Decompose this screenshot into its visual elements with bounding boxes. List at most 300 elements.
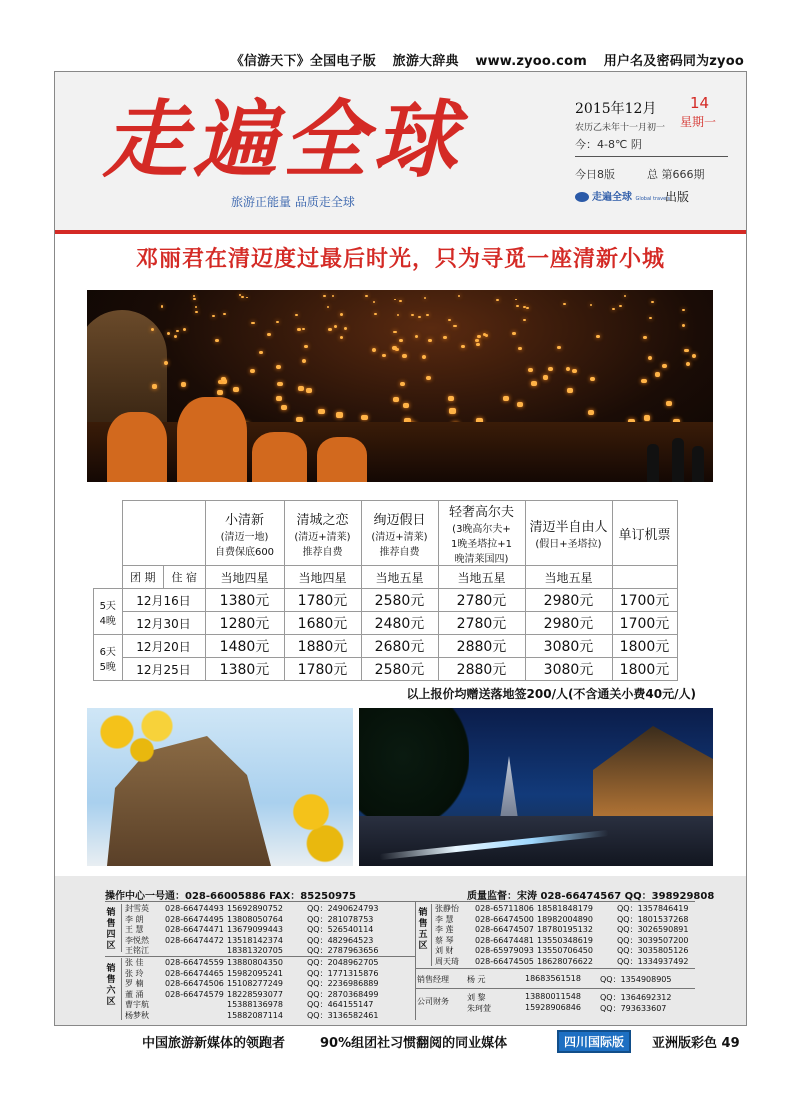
masthead <box>55 72 746 230</box>
headline: 邓丽君在清迈度过最后时光，只为寻觅一座清新小城 <box>135 246 665 272</box>
contact-row <box>125 969 387 980</box>
finance-phone: 15928906846 <box>525 1003 581 1012</box>
lantern <box>223 313 226 315</box>
lantern <box>448 319 451 321</box>
lantern <box>276 321 279 324</box>
duration-label: 5天 4晚 <box>94 589 123 635</box>
masthead-logo: 走遍全球 <box>103 90 464 189</box>
lantern <box>306 388 312 393</box>
lantern <box>295 314 298 316</box>
lantern <box>418 316 421 318</box>
ops-contact: 操作中心一号通：028-66005886 FAX：85250975 <box>105 891 356 902</box>
quality-contact: 质量监督：宋涛 028-66474567 QQ：398929808 <box>467 891 715 902</box>
duration-label: 6天 5晚 <box>94 635 123 681</box>
lantern <box>448 396 454 401</box>
masthead-slogan: 旅游正能量 品质走全球 <box>231 195 355 209</box>
contact-row <box>435 936 697 947</box>
lantern <box>397 314 400 316</box>
zone5-label: 销售五区 <box>418 908 428 951</box>
contact-row <box>435 946 697 957</box>
contact-mobile: 13808050764 <box>227 914 283 924</box>
lantern <box>424 297 426 299</box>
lantern <box>516 305 519 307</box>
lantern <box>212 315 215 317</box>
temple-photo <box>87 708 353 866</box>
lantern <box>336 412 343 417</box>
person-figure <box>692 446 704 482</box>
lantern <box>426 314 429 316</box>
contact-row <box>435 915 697 926</box>
lantern <box>515 299 517 301</box>
contact-name: 王 慧 <box>125 925 144 934</box>
contact-row <box>435 904 697 915</box>
date-divider <box>575 156 728 157</box>
hotel-cell: 当地五星 <box>438 566 525 589</box>
price-cell: 3080元 <box>525 635 612 658</box>
date-cell: 12月25日 <box>122 658 205 681</box>
page-number: 亚洲版彩色 49 <box>652 1036 740 1051</box>
contact-tel: 028-65711806 <box>475 904 534 913</box>
price-cell: 2880元 <box>438 658 525 681</box>
lantern <box>340 313 343 315</box>
lantern <box>692 354 696 358</box>
lantern <box>682 324 685 327</box>
contact-section <box>55 876 746 1025</box>
lantern <box>233 387 239 392</box>
lantern <box>382 354 386 358</box>
lantern <box>477 335 481 338</box>
price-cell: 1700元 <box>612 612 677 635</box>
table-row <box>94 566 678 589</box>
top-banner <box>0 50 800 69</box>
contact-name: 蔡 琴 <box>435 935 454 945</box>
contact-tel: 028-66474472 <box>165 935 224 945</box>
lantern <box>503 396 509 401</box>
price-cell: 2980元 <box>525 589 612 612</box>
contact-tel: 028-66474481 <box>475 935 534 945</box>
contact-mobile: 18780195132 <box>537 925 593 934</box>
lantern <box>543 375 548 379</box>
contact-mobile: 15882087114 <box>227 1010 283 1020</box>
contact-mobile: 15108277249 <box>227 979 283 988</box>
lantern <box>399 339 403 342</box>
publisher-logo <box>575 188 670 203</box>
lantern <box>297 328 300 331</box>
lantern <box>361 415 368 420</box>
contact-tel: 028-65979093 <box>475 946 534 955</box>
finance-name: 刘 黎 <box>467 993 486 1002</box>
lantern <box>174 335 178 338</box>
contact-row <box>125 946 387 957</box>
contact-name: 王铭江 <box>125 946 149 955</box>
banner-title: 《信游天下》全国电子版 <box>230 54 376 69</box>
contact-mobile: 15982095241 <box>227 968 283 978</box>
hotel-cell: 当地五星 <box>361 566 438 589</box>
manager-label: 销售经理 <box>417 975 449 984</box>
contact-qq: QQ：482964523 <box>307 935 374 945</box>
lantern <box>344 327 347 330</box>
lantern <box>526 307 529 309</box>
manager-name: 杨 元 <box>467 975 486 984</box>
hotel-cell: 当地四星 <box>284 566 361 589</box>
contact-name: 曹宇航 <box>125 1000 149 1009</box>
contact-qq: QQ：3035805126 <box>617 946 689 955</box>
contact-name: 张 玲 <box>125 968 144 978</box>
price-cell: 2880元 <box>438 635 525 658</box>
price-cell: 1700元 <box>612 589 677 612</box>
lantern <box>164 361 169 365</box>
lantern <box>334 325 337 328</box>
edition-badge: 四川国际版 <box>557 1030 631 1053</box>
lantern <box>318 409 325 414</box>
route-header: 单订机票 <box>612 501 677 566</box>
lantern <box>415 335 419 338</box>
lantern <box>684 349 688 352</box>
divider <box>415 968 695 969</box>
contact-qq: QQ：1357846419 <box>617 904 689 913</box>
contact-qq: QQ：2236986889 <box>307 979 379 988</box>
lunar-date: 农历乙未年十一月初一 <box>575 123 666 133</box>
banner-url[interactable]: www.zyoo.com <box>475 54 587 69</box>
flowers-shape <box>283 776 353 866</box>
lantern <box>195 311 198 313</box>
lantern <box>572 369 577 373</box>
issue-total: 总 第666期 <box>647 168 705 181</box>
table-row <box>94 635 678 658</box>
lantern <box>588 410 595 415</box>
masthead-divider <box>55 230 746 234</box>
night-street-photo <box>359 708 713 866</box>
table-header-row <box>94 501 678 566</box>
finance-qq: QQ：793633607 <box>600 1004 667 1013</box>
zone6-label: 销售六区 <box>106 964 116 1007</box>
lantern <box>496 299 498 301</box>
lantern <box>400 382 406 386</box>
contact-qq: QQ：3039507200 <box>617 935 689 945</box>
person-figure <box>672 438 684 482</box>
hotel-header: 住 宿 <box>164 566 206 589</box>
flowers-shape <box>87 708 187 768</box>
contact-row <box>125 958 387 969</box>
contact-tel: 028-66474493 <box>165 904 224 913</box>
lantern <box>651 301 653 303</box>
price-cell: 2780元 <box>438 589 525 612</box>
lantern <box>246 297 248 299</box>
manager-phone: 18683561518 <box>525 974 581 983</box>
contact-name: 张静怡 <box>435 904 459 913</box>
contact-tel: 028-66474506 <box>165 979 224 988</box>
lantern <box>393 397 399 402</box>
lantern <box>327 306 330 308</box>
price-cell: 1480元 <box>205 635 284 658</box>
contact-qq: QQ：526540114 <box>307 925 374 934</box>
divider <box>415 988 695 989</box>
contact-tel: 028-66474500 <box>475 914 534 924</box>
lantern <box>251 322 254 325</box>
lantern <box>267 333 271 336</box>
lantern <box>167 332 171 335</box>
contact-mobile: 13518142374 <box>227 935 283 945</box>
lantern <box>393 331 397 334</box>
date-cell: 12月30日 <box>122 612 205 635</box>
contact-mobile: 15692890752 <box>227 904 283 913</box>
zone4-label: 销售四区 <box>106 908 116 951</box>
lantern <box>596 335 600 338</box>
contact-row <box>125 1000 387 1011</box>
divider <box>121 958 122 1020</box>
table-row <box>94 658 678 681</box>
lantern <box>476 343 480 346</box>
lantern <box>666 401 672 406</box>
lantern <box>590 304 593 306</box>
lantern <box>277 382 283 386</box>
contact-row <box>125 915 387 926</box>
tree-shape <box>359 708 469 828</box>
price-cell: 1780元 <box>284 658 361 681</box>
edition-count: 今日8版 <box>575 168 615 181</box>
contact-name: 刘 财 <box>435 946 454 955</box>
lantern <box>662 364 667 368</box>
finance-qq: QQ：1364692312 <box>600 993 672 1002</box>
lantern <box>624 295 626 297</box>
contact-qq: QQ：3136582461 <box>307 1010 379 1020</box>
monk-figure <box>107 412 167 482</box>
lantern-photo <box>87 290 713 482</box>
contact-qq: QQ：281078753 <box>307 914 374 924</box>
date-cell: 12月16日 <box>122 589 205 612</box>
lantern <box>152 384 158 389</box>
lantern <box>655 372 660 376</box>
lantern <box>619 305 622 307</box>
contact-mobile: 13880804350 <box>227 958 283 967</box>
page-footer <box>0 1028 800 1050</box>
lantern <box>181 382 187 386</box>
monk-figure <box>317 437 367 482</box>
price-cell: 2480元 <box>361 612 438 635</box>
lantern <box>392 346 396 349</box>
lantern <box>548 367 553 371</box>
lantern <box>475 339 479 342</box>
contact-row <box>435 957 697 968</box>
contact-qq: QQ：1771315876 <box>307 968 379 978</box>
divider <box>105 901 695 902</box>
lantern <box>428 339 432 342</box>
zone5-list <box>435 904 697 967</box>
newspaper-page <box>54 71 747 1026</box>
contact-qq: QQ：464155147 <box>307 1000 374 1009</box>
lantern <box>641 379 646 383</box>
lantern <box>483 333 487 336</box>
contact-name: 杨梦秋 <box>125 1010 149 1020</box>
lantern <box>648 356 653 360</box>
divider <box>121 904 122 952</box>
lantern <box>195 306 198 308</box>
contact-qq: QQ：2048962705 <box>307 958 379 967</box>
route-header: 清迈半自由人 (假日+圣塔拉) <box>525 501 612 566</box>
lantern <box>461 345 465 348</box>
finance-name: 朱珂萱 <box>467 1004 491 1013</box>
manager-qq: QQ：1354908905 <box>600 975 672 984</box>
lantern <box>373 301 375 303</box>
lantern <box>281 405 287 410</box>
price-cell: 1380元 <box>205 658 284 681</box>
price-table <box>93 500 678 681</box>
lantern <box>649 317 652 319</box>
contact-qq: QQ：2490624793 <box>307 904 379 913</box>
contact-row <box>125 904 387 915</box>
zone6-list <box>125 958 387 1021</box>
lantern <box>686 362 691 366</box>
lantern <box>422 355 427 359</box>
date-cell: 12月20日 <box>122 635 205 658</box>
contact-tel: 028-66474471 <box>165 925 224 934</box>
contact-qq: QQ：3026590891 <box>617 925 689 934</box>
lantern <box>563 303 566 305</box>
lantern <box>590 377 595 381</box>
contact-name: 李 慧 <box>435 914 454 924</box>
group-date-header: 团 期 <box>122 566 164 589</box>
contact-qq: QQ：2870368499 <box>307 989 379 999</box>
contact-tel: 028-66474505 <box>475 956 534 966</box>
lantern <box>399 300 401 302</box>
contact-row <box>125 979 387 990</box>
route-header: 轻奢高尔夫 (3晚高尔夫+ 1晚圣塔拉+1 晚清莱国四) <box>438 501 525 566</box>
contact-name: 封雪英 <box>125 904 149 913</box>
lantern <box>453 325 456 328</box>
lantern <box>215 339 219 342</box>
lantern <box>241 296 243 298</box>
price-cell: 1800元 <box>612 635 677 658</box>
lantern <box>365 295 367 297</box>
lantern <box>394 299 396 301</box>
lantern <box>302 359 307 363</box>
lantern <box>332 295 334 297</box>
lantern <box>523 319 526 321</box>
globe-icon <box>575 192 589 202</box>
contact-mobile: 15388136978 <box>227 1000 283 1009</box>
contact-mobile: 13550706450 <box>537 946 593 955</box>
lantern <box>250 369 255 373</box>
contact-name: 张 佳 <box>125 958 144 967</box>
lantern <box>644 415 651 420</box>
lantern <box>259 351 263 354</box>
publisher-logo-sub: Global travels <box>635 196 671 202</box>
price-cell: 1880元 <box>284 635 361 658</box>
lantern <box>402 354 406 358</box>
footer-slogan: 中国旅游新媒体的领跑者 <box>142 1036 286 1051</box>
table-row <box>94 589 678 612</box>
monk-figure <box>252 432 307 482</box>
divider <box>415 902 416 1020</box>
lantern <box>512 332 516 335</box>
contact-mobile: 13550348619 <box>537 935 593 945</box>
lantern <box>458 295 460 297</box>
lantern <box>328 328 331 331</box>
lantern <box>682 309 685 311</box>
contact-row <box>125 1011 387 1022</box>
lantern <box>193 295 195 297</box>
banner-dictionary: 旅游大辞典 <box>392 54 459 69</box>
lantern <box>517 402 523 407</box>
lantern <box>612 308 615 310</box>
lantern <box>426 376 431 380</box>
price-cell: 1380元 <box>205 589 284 612</box>
contact-name: 董 涌 <box>125 989 144 999</box>
route-header: 清城之恋 (清迈+清莱) 推荐自费 <box>284 501 361 566</box>
contact-qq: QQ：1334937492 <box>617 956 689 966</box>
lantern <box>217 390 223 395</box>
lantern <box>302 328 305 331</box>
lantern <box>643 336 647 339</box>
contact-tel: 028-66474495 <box>165 914 224 924</box>
monk-figure <box>177 397 247 482</box>
price-cell: 1800元 <box>612 658 677 681</box>
lantern <box>276 365 281 369</box>
contact-tel: 028-66474465 <box>165 968 224 978</box>
lantern <box>528 368 533 372</box>
table-row <box>94 612 678 635</box>
lantern <box>449 408 456 413</box>
contact-tel: 028-66474507 <box>475 925 534 934</box>
divider <box>105 956 415 957</box>
contact-name: 李 莲 <box>435 925 454 934</box>
banner-login: 用户名及密码同为zyoo <box>603 54 744 69</box>
contact-mobile: 18381320705 <box>227 946 283 955</box>
price-cell: 1780元 <box>284 589 361 612</box>
finance-label: 公司财务 <box>417 997 449 1006</box>
contact-name: 李悦然 <box>125 935 149 945</box>
hotel-cell: 当地五星 <box>525 566 612 589</box>
lantern <box>304 345 308 348</box>
finance-phone: 13880011548 <box>525 992 581 1001</box>
lantern <box>340 336 344 339</box>
divider <box>431 904 432 966</box>
lantern <box>567 388 573 393</box>
lantern <box>557 346 561 349</box>
contact-mobile: 18581848179 <box>537 904 593 913</box>
issue-weekday: 星期一 <box>680 115 717 129</box>
contact-name: 周天琦 <box>435 956 459 966</box>
contact-mobile: 18982004890 <box>537 914 593 924</box>
lantern <box>183 328 186 331</box>
lantern <box>176 330 180 333</box>
lantern <box>193 298 195 300</box>
contact-tel: 028-66474579 <box>165 989 224 999</box>
price-cell: 2580元 <box>361 658 438 681</box>
price-note: 以上报价均赠送落地签200/人(不含通关小费40元/人) <box>406 687 696 701</box>
lantern <box>403 403 409 408</box>
lantern <box>443 336 447 339</box>
contact-row <box>125 925 387 936</box>
price-cell: 1680元 <box>284 612 361 635</box>
price-cell: 1280元 <box>205 612 284 635</box>
contact-mobile: 13679099443 <box>227 925 283 934</box>
route-header: 绚迈假日 (清迈+清莱) 推荐自费 <box>361 501 438 566</box>
contact-mobile: 18228593077 <box>227 989 283 999</box>
lantern <box>531 381 537 385</box>
price-cell: 2680元 <box>361 635 438 658</box>
price-cell: 2580元 <box>361 589 438 612</box>
price-cell: 3080元 <box>525 658 612 681</box>
lantern <box>411 314 414 316</box>
lantern <box>323 295 325 297</box>
lantern <box>566 367 571 371</box>
lantern <box>298 386 304 391</box>
issue-date: 2015年12月 <box>575 101 657 117</box>
contact-tel: 028-66474559 <box>165 958 224 967</box>
contact-row <box>435 925 697 936</box>
contact-qq: QQ：1801537268 <box>617 914 689 924</box>
